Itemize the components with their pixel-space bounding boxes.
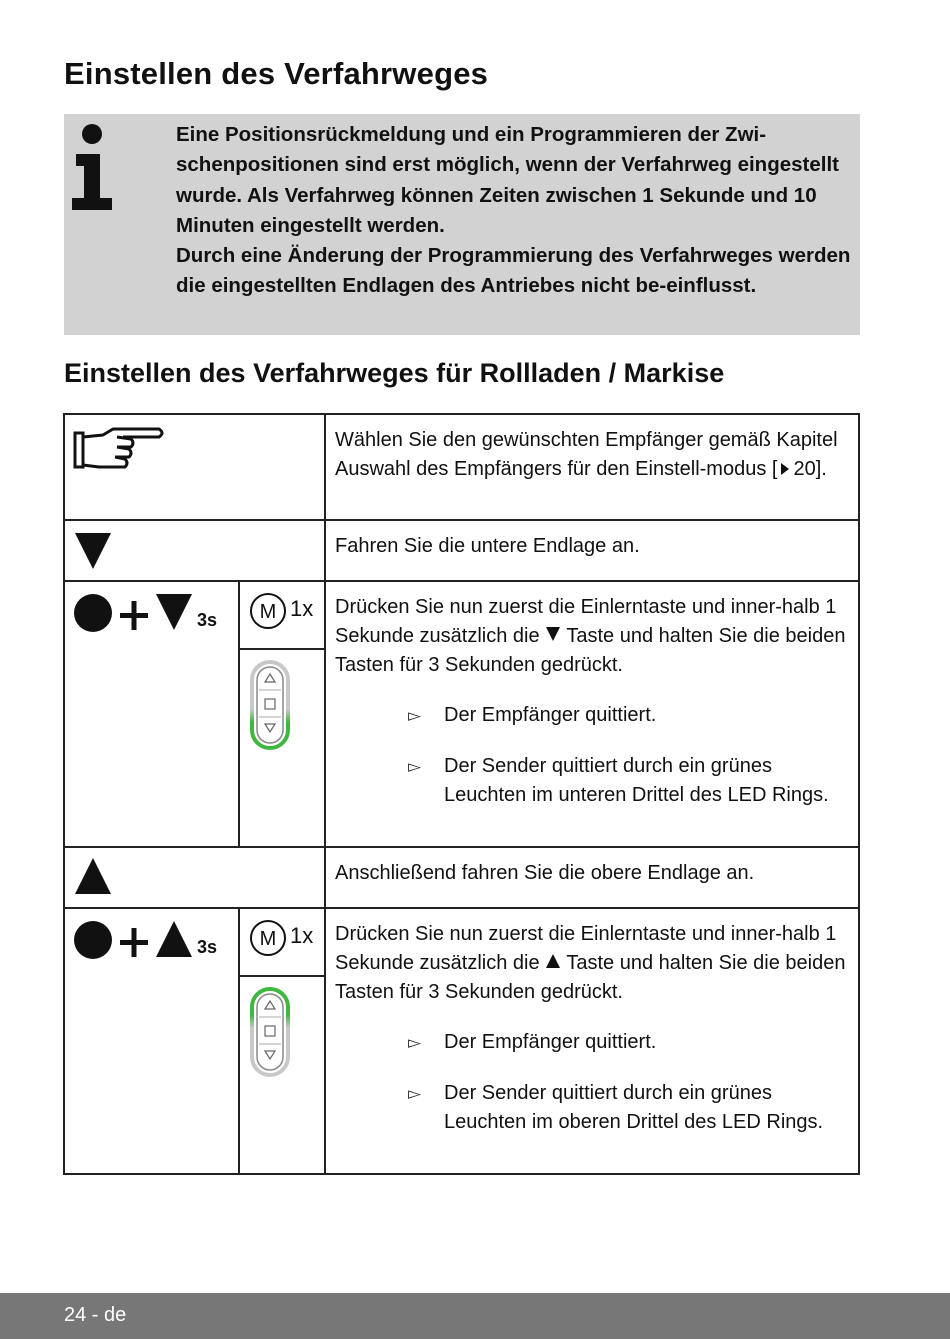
result-item [335, 1079, 850, 1137]
result-arrow-icon: ▻ [408, 1033, 422, 1052]
step-sender-cell [239, 908, 325, 1174]
step-text: Anschließend fahren Sie die obere Endlage an. [335, 862, 755, 884]
triangle-down-inline-icon [545, 626, 561, 642]
result-arrow-icon: ▻ [408, 1084, 422, 1103]
step-text: Fahren Sie die untere Endlage an. [335, 535, 640, 557]
arrow-right-icon [779, 462, 791, 476]
info-paragraph-2: Durch eine Änderung der Programmierung des Verfahrweges werden die eingestellten Endlagen des Antriebes nicht be-einflusst. [176, 244, 851, 298]
press-count: 1x [290, 596, 314, 621]
m-button-icon [249, 919, 287, 957]
m-button-1x [240, 582, 324, 650]
step-text: Drücken Sie nun zuerst die Einlerntaste und inner-halb 1 Sekunde zusätzlich die [335, 596, 837, 647]
step-text-end: Taste und halten Sie die beiden Tasten für 3 Sekunden gedrückt. [335, 625, 846, 676]
table-row [64, 414, 859, 520]
result-text: Der Empfänger quittiert. [444, 1031, 657, 1053]
press-count: 1x [290, 923, 314, 948]
result-arrow-icon: ▻ [408, 706, 422, 725]
duration-label: 3s [197, 610, 218, 630]
info-text [176, 120, 860, 302]
step-text-end: ]. [815, 458, 827, 480]
m-button-icon [249, 592, 287, 630]
button-combo-graphic [74, 592, 214, 636]
step-description [325, 908, 859, 1174]
button-plus-up-icon [74, 919, 238, 963]
page-title: Einstellen des Verfahrweges [64, 56, 489, 91]
table-row [64, 581, 859, 847]
button-plus-down-icon [74, 592, 238, 636]
button-combo-graphic [74, 919, 214, 963]
step-symbol-cell [64, 581, 239, 847]
result-text: Der Empfänger quittiert. [444, 704, 657, 726]
result-text: Der Sender quittiert durch ein grünes Leuchten im unteren Drittel des LED Rings. [444, 755, 829, 806]
step-text: Drücken Sie nun zuerst die Einlerntaste und inner-halb 1 Sekunde zusätzlich die [335, 923, 837, 974]
step-description [325, 414, 859, 520]
step-description [325, 847, 859, 908]
table-row [64, 908, 859, 1174]
step-text: Wählen Sie den gewünschten Empfänger gemäß Kapitel Auswahl des Empfängers für den Einstell-modus [ [335, 429, 838, 480]
step-symbol-cell [64, 908, 239, 1174]
result-arrow-icon: ▻ [408, 757, 422, 776]
table-row [64, 520, 859, 581]
m-button-1x [240, 909, 324, 977]
step-description [325, 520, 859, 581]
triangle-down-icon [74, 531, 112, 571]
remote-led-ring-lower-icon [250, 660, 290, 752]
result-item [335, 1028, 850, 1057]
section-title: Einstellen des Verfahrweges für Rollladen / Markise [64, 358, 725, 388]
steps-table [63, 413, 860, 1175]
triangle-up-icon [74, 856, 112, 896]
m-label: M [259, 601, 277, 623]
pointing-hand-icon [73, 425, 165, 473]
page-reference: 20 [793, 458, 816, 480]
result-item [335, 752, 850, 810]
step-description [325, 581, 859, 847]
m-label: M [259, 928, 277, 950]
triangle-up-inline-icon [545, 953, 561, 969]
info-paragraph-1: Eine Positionsrückmeldung und ein Programmieren der Zwi-schenpositionen sind erst möglich, wenn der Verfahrweg eingestellt wurde. Als Verfahrweg können Zeiten zwischen 1 Sekunde und 10 Minuten eingestellt werden. [176, 123, 839, 237]
step-symbol-cell [64, 520, 325, 581]
step-text-end: Taste und halten Sie die beiden Tasten für 3 Sekunden gedrückt. [335, 952, 846, 1003]
result-item [335, 701, 850, 730]
step-symbol-cell [64, 847, 325, 908]
duration-label: 3s [197, 937, 218, 957]
info-box [64, 114, 860, 335]
step-symbol-cell [64, 414, 325, 520]
result-text: Der Sender quittiert durch ein grünes Leuchten im oberen Drittel des LED Rings. [444, 1082, 824, 1133]
step-sender-cell [239, 581, 325, 847]
table-row [64, 847, 859, 908]
page-footer [0, 1293, 950, 1339]
page-number: 24 - de [64, 1304, 127, 1326]
remote-led-ring-upper-icon [250, 987, 290, 1079]
info-icon [72, 124, 118, 214]
